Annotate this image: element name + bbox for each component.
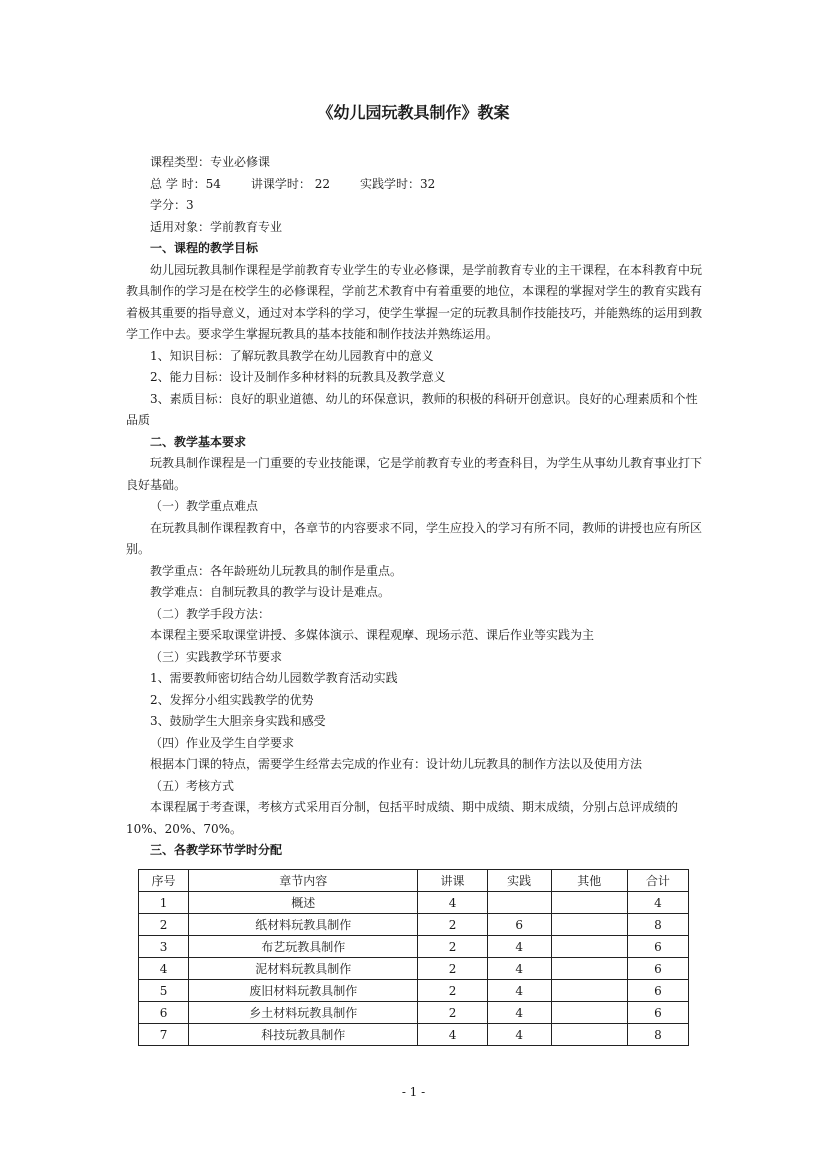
col-header: 合计 (627, 870, 688, 892)
table-cell: 概述 (189, 892, 418, 914)
sub2-heading: （二）教学手段方法： (150, 606, 271, 621)
table-cell: 4 (418, 1024, 487, 1046)
table-cell: 4 (487, 1024, 551, 1046)
section2-para: 玩教具制作课程是一门重要的专业技能课，它是学前教育专业的考查科目，为学生从事幼儿教育事业打下良好基础。 (126, 456, 703, 492)
sub1-heading: （一）教学重点难点 (150, 499, 259, 513)
credits: 学分：3 (150, 198, 194, 212)
table-cell: 乡土材料玩教具制作 (189, 1002, 418, 1024)
sub1-para: 在玩教具制作课程教育中，各章节的内容要求不同，学生应投入的学习有所不同，教师的讲授也应有所区别。 (126, 520, 703, 556)
table-cell: 7 (139, 1024, 189, 1046)
table-cell (551, 980, 627, 1002)
table-cell: 布艺玩教具制作 (189, 936, 418, 958)
goal-knowledge: 1、知识目标：了解玩教具教学在幼儿园教育中的意义 (150, 348, 434, 363)
table-row (139, 980, 689, 1002)
document-title: 《幼儿园玩教具制作》教案 (317, 103, 510, 122)
req-3: 3、鼓励学生大胆亲身实践和感受 (150, 714, 326, 728)
sub5-heading: （五）考核方式 (150, 778, 235, 793)
table-cell: 2 (418, 1002, 487, 1024)
section1-para: 幼儿园玩教具制作课程是学前教育专业学生的专业必修课，是学前教育专业的主干课程，在本科教育中玩教具制作的学习是在校学生的必修课程，学前艺术教育中有着重要的地位，本课程的掌握对学生的教育实践有着极其重要的指导意义，通过对本学科的学习，使学生掌握一定的玩教具制作技能技巧，并能熟练的运用到教学工作中去。要求学生掌握玩教具的基本技能和制作技法并熟练运用。 (126, 262, 703, 341)
table-cell: 6 (627, 958, 688, 980)
course-type: 课程类型：专业必修课 (150, 155, 271, 169)
audience: 适用对象：学前教育专业 (150, 219, 283, 234)
table-header-row (139, 870, 689, 892)
table-cell: 6 (627, 936, 688, 958)
section2-heading: 二、教学基本要求 (150, 434, 247, 449)
table-cell: 科技玩教具制作 (189, 1024, 418, 1046)
hours-line (126, 174, 702, 196)
hours-total: 总 学 时：54 (150, 176, 221, 191)
req-2: 2、发挥分小组实践教学的优势 (150, 692, 314, 707)
table-cell: 6 (627, 980, 688, 1002)
goal-quality: 3、素质目标：良好的职业道德、幼儿的环保意识，教师的积极的科研开创意识。良好的心理素质和个性品质 (126, 391, 698, 427)
sub2-para: 本课程主要采取课堂讲授、多媒体演示、课程观摩、现场示范、课后作业等实践为主 (150, 628, 595, 642)
table-cell (551, 958, 627, 980)
sub5-para: 本课程属于考查课，考核方式采用百分制，包括平时成绩、期中成绩、期末成绩，分别占总评成绩的10%、20%、70%。 (126, 800, 679, 836)
sub3-heading: （三）实践教学环节要求 (150, 649, 283, 664)
col-header: 其他 (551, 870, 627, 892)
table-row (139, 936, 689, 958)
section1-heading: 一、课程的教学目标 (150, 241, 259, 255)
table-cell: 2 (418, 958, 487, 980)
table-cell (551, 936, 627, 958)
table-cell: 2 (418, 914, 487, 936)
table-cell: 4 (487, 936, 551, 958)
table-cell: 泥材料玩教具制作 (189, 958, 418, 980)
table-cell (551, 1002, 627, 1024)
difficulty: 教学难点：自制玩教具的教学与设计是难点。 (150, 585, 391, 599)
goal-ability: 2、能力目标：设计及制作多种材料的玩教具及教学意义 (150, 370, 446, 384)
col-header: 讲课 (418, 870, 487, 892)
hours-practice: 实践学时：32 (360, 176, 436, 191)
table-cell: 4 (487, 958, 551, 980)
table-cell: 6 (627, 1002, 688, 1024)
table-cell: 6 (487, 914, 551, 936)
col-header: 章节内容 (189, 870, 418, 892)
table-cell: 4 (487, 1002, 551, 1024)
table-cell (551, 892, 627, 914)
document-body (126, 152, 702, 862)
table-cell: 4 (487, 980, 551, 1002)
col-header: 实践 (487, 870, 551, 892)
sub4-heading: （四）作业及学生自学要求 (150, 735, 295, 750)
table-row (139, 892, 689, 914)
table-cell (551, 1024, 627, 1046)
table-row (139, 914, 689, 936)
col-header: 序号 (139, 870, 189, 892)
table-cell: 4 (418, 892, 487, 914)
table-cell: 2 (418, 980, 487, 1002)
table-row (139, 1002, 689, 1024)
table-row (139, 958, 689, 980)
sub4-para: 根据本门课的特点，需要学生经常去完成的作业有：设计幼儿玩教具的制作方法以及使用方法 (150, 757, 643, 771)
table-cell: 5 (139, 980, 189, 1002)
table-cell: 1 (139, 892, 189, 914)
req-1: 1、需要教师密切结合幼儿园数学教育活动实践 (150, 671, 398, 685)
table-cell: 2 (418, 936, 487, 958)
table-cell: 废旧材料玩教具制作 (189, 980, 418, 1002)
table-cell: 3 (139, 936, 189, 958)
table-cell: 6 (139, 1002, 189, 1024)
table-cell: 4 (139, 958, 189, 980)
table-cell: 8 (627, 1024, 688, 1046)
table-row (139, 1024, 689, 1046)
section3-heading: 三、各教学环节学时分配 (150, 843, 283, 857)
hours-table (138, 869, 689, 1046)
table-cell: 2 (139, 914, 189, 936)
key-point: 教学重点：各年龄班幼儿玩教具的制作是重点。 (150, 563, 403, 578)
table-cell: 4 (627, 892, 688, 914)
table-cell: 8 (627, 914, 688, 936)
table-cell (487, 892, 551, 914)
page-number: - 1 - (401, 1085, 426, 1099)
table-cell: 纸材料玩教具制作 (189, 914, 418, 936)
table-cell (551, 914, 627, 936)
hours-lecture: 讲课学时： 22 (250, 176, 330, 191)
